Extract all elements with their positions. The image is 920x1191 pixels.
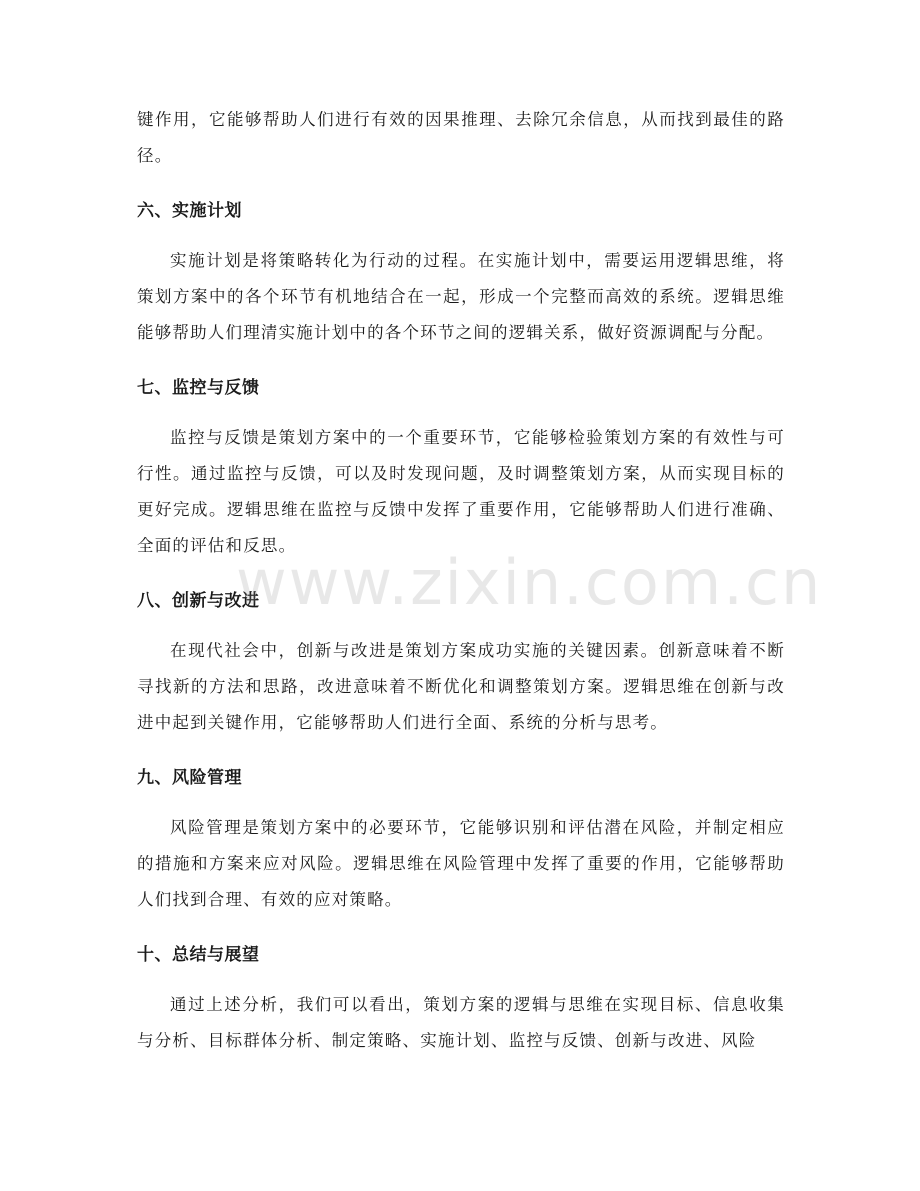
intro-paragraph: 键作用，它能够帮助人们进行有效的因果推理、去除冗余信息，从而找到最佳的路径。 (137, 110, 785, 165)
section-heading-risk: 九、风险管理 (137, 768, 242, 788)
section-body-summary: 通过上述分析，我们可以看出，策划方案的逻辑与思维在实现目标、信息收集与分析、目标群体分析、制定策略、实施计划、监控与反馈、创新与改进、风险 (137, 995, 785, 1050)
section-heading-implementation: 六、实施计划 (137, 201, 242, 221)
section-body-risk: 风险管理是策划方案中的必要环节，它能够识别和评估潜在风险，并制定相应的措施和方案来应对风险。逻辑思维在风险管理中发挥了重要的作用，它能够帮助人们找到合理、有效的应对策略。 (137, 818, 785, 909)
section-heading-monitoring: 七、监控与反馈 (137, 378, 260, 398)
watermark: www.zixin.com.cn (236, 546, 823, 619)
section-heading-innovation: 八、创新与改进 (137, 591, 260, 611)
section-body-implementation: 实施计划是将策略转化为行动的过程。在实施计划中，需要运用逻辑思维，将策划方案中的各个环节有机地结合在一起，形成一个完整而高效的系统。逻辑思维能够帮助人们理清实施计划中的各个环节之间的逻辑关系，做好资源调配与分配。 (137, 251, 785, 342)
section-heading-summary: 十、总结与展望 (137, 945, 260, 965)
document-body (137, 102, 785, 1059)
section-body-monitoring: 监控与反馈是策划方案中的一个重要环节，它能够检验策划方案的有效性与可行性。通过监控与反馈，可以及时发现问题，及时调整策划方案，从而实现目标的更好完成。逻辑思维在监控与反馈中发挥了重要作用，它能够帮助人们进行准确、全面的评估和反思。 (137, 428, 785, 555)
section-body-innovation: 在现代社会中，创新与改进是策划方案成功实施的关键因素。创新意味着不断寻找新的方法和思路，改进意味着不断优化和调整策划方案。逻辑思维在创新与改进中起到关键作用，它能够帮助人们进行全面、系统的分析与思考。 (137, 641, 785, 732)
